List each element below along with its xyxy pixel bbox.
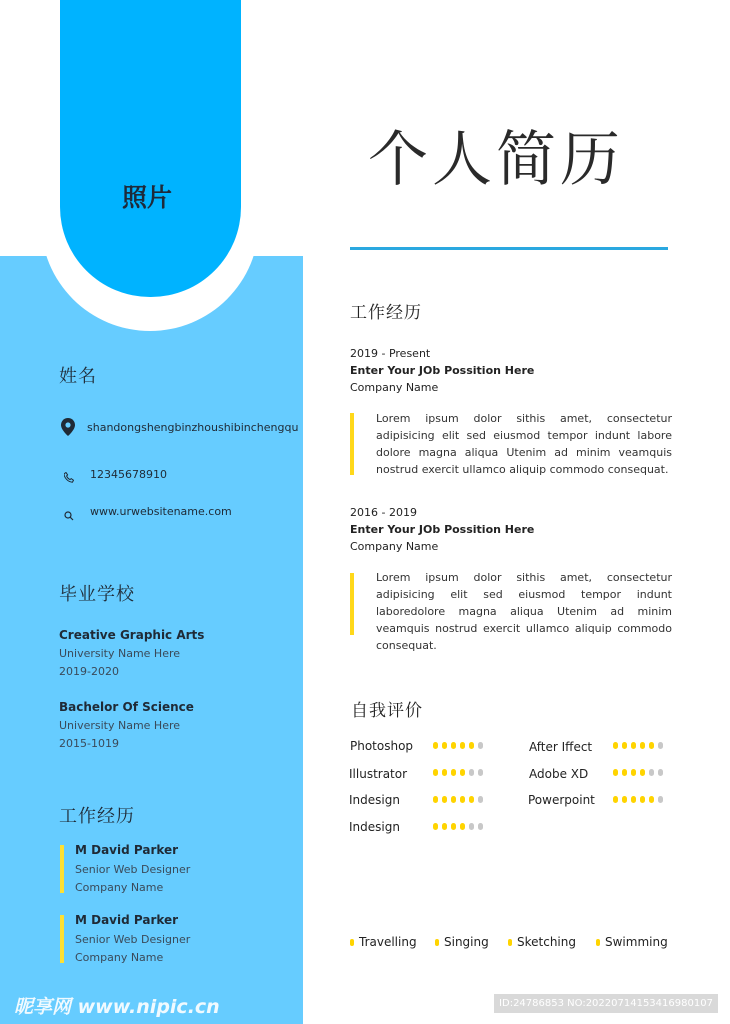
references-heading: 工作经历 [59, 806, 135, 827]
image-id-badge: ID:24786853 NO:20220714153416980107 [494, 994, 718, 1013]
rating-dot [649, 769, 654, 776]
rating-dot [613, 796, 618, 803]
hobby-bullet-icon [596, 939, 600, 946]
reference-accent-bar [60, 845, 64, 893]
rating-dot [460, 769, 465, 776]
skill-name: Photoshop [350, 739, 414, 753]
experience-heading: 工作经历 [350, 303, 422, 323]
hobby-label: Travelling [359, 935, 417, 949]
skill-rating [433, 823, 487, 830]
hobby-item [350, 935, 417, 949]
rating-dot [469, 769, 474, 776]
education-degree: Creative Graphic Arts [59, 628, 205, 642]
rating-dot [460, 742, 465, 749]
rating-dot [613, 742, 618, 749]
rating-dot [469, 796, 474, 803]
hobby-item [435, 935, 489, 949]
hobby-bullet-icon [350, 939, 354, 946]
rating-dot [640, 796, 645, 803]
rating-dot [622, 796, 627, 803]
location-pin-icon [61, 418, 75, 440]
rating-dot [640, 742, 645, 749]
rating-dot [442, 742, 447, 749]
rating-dot [451, 769, 456, 776]
resume-title: 个人简历 [368, 125, 624, 195]
phone-text: 12345678910 [90, 468, 167, 481]
job-description: Lorem ipsum dolor sithis amet, consectetur adipisicing elit sed eiusmod tempor indunt laboredolore magna aliqua Utenim ad minim veamquis nostrud exercit ullamco aliquip commodo consequat. [376, 571, 672, 652]
job-company: Company Name [350, 381, 439, 394]
title-divider [350, 247, 668, 250]
hobby-bullet-icon [508, 939, 512, 946]
reference-role: Senior Web Designer [75, 933, 191, 946]
education-degree: Bachelor Of Science [59, 700, 194, 714]
rating-dot [442, 796, 447, 803]
rating-dot [658, 769, 663, 776]
reference-company: Company Name [75, 881, 164, 894]
rating-dot [442, 823, 447, 830]
skill-name: Adobe XD [529, 767, 589, 781]
rating-dot [442, 769, 447, 776]
name-label: 姓名 [59, 366, 97, 387]
website-link[interactable]: www.urwebsitename.com [90, 505, 232, 518]
phone-icon [64, 468, 74, 487]
rating-dot [631, 796, 636, 803]
rating-dot [658, 742, 663, 749]
skill-rating [433, 769, 487, 776]
job-title: Enter Your JOb Possition Here [350, 364, 535, 377]
education-school: University Name Here [59, 647, 181, 660]
rating-dot [622, 742, 627, 749]
rating-dot [640, 769, 645, 776]
reference-name: M David Parker [75, 913, 179, 927]
skill-name: Powerpoint [528, 793, 595, 807]
skill-rating [613, 769, 667, 776]
rating-dot [658, 796, 663, 803]
hobby-label: Sketching [517, 935, 576, 949]
education-years: 2015-1019 [59, 737, 119, 750]
rating-dot [433, 823, 438, 830]
skill-rating [433, 796, 487, 803]
rating-dot [469, 742, 474, 749]
rating-dot [451, 796, 456, 803]
skill-rating [613, 742, 667, 749]
reference-role: Senior Web Designer [75, 863, 191, 876]
rating-dot [460, 823, 465, 830]
rating-dot [433, 769, 438, 776]
site-watermark: 昵享网 www.nipic.cn [14, 996, 220, 1018]
rating-dot [613, 769, 618, 776]
reference-accent-bar [60, 915, 64, 963]
rating-dot [469, 823, 474, 830]
rating-dot [433, 742, 438, 749]
skill-rating [613, 796, 667, 803]
reference-name: M David Parker [75, 843, 179, 857]
hobby-item [508, 935, 576, 949]
rating-dot [460, 796, 465, 803]
rating-dot [433, 796, 438, 803]
skill-name: After Iffect [529, 740, 593, 754]
reference-company: Company Name [75, 951, 164, 964]
rating-dot [451, 742, 456, 749]
photo-frame[interactable] [60, 0, 241, 297]
job-date: 2016 - 2019 [350, 506, 417, 519]
job-date: 2019 - Present [350, 347, 431, 360]
rating-dot [622, 769, 627, 776]
skill-name: Illustrator [349, 767, 408, 781]
rating-dot [478, 796, 483, 803]
rating-dot [631, 769, 636, 776]
self-eval-heading: 自我评价 [351, 701, 423, 721]
hobby-bullet-icon [435, 939, 439, 946]
rating-dot [451, 823, 456, 830]
rating-dot [649, 796, 654, 803]
skill-name: Indesign [349, 820, 400, 834]
job-accent-bar [350, 573, 354, 635]
job-title: Enter Your JOb Possition Here [350, 523, 535, 536]
photo-label: 照片 [121, 183, 172, 212]
skill-name: Indesign [349, 793, 400, 807]
rating-dot [649, 742, 654, 749]
job-description: Lorem ipsum dolor sithis amet, consectetur adipisicing elit sed eiusmod tempor indunt labore dolore magna aliqua Utenim ad minim veamquis nostrud exercit ullamco aliquip commodo consequat. [376, 412, 672, 476]
education-years: 2019-2020 [59, 665, 119, 678]
rating-dot [478, 823, 483, 830]
job-accent-bar [350, 413, 354, 475]
education-heading: 毕业学校 [59, 584, 135, 605]
address-text: shandongshengbinzhoushibinchengqu [87, 421, 299, 434]
hobby-item [596, 935, 668, 949]
hobby-label: Singing [444, 935, 489, 949]
skill-rating [433, 742, 487, 749]
education-school: University Name Here [59, 719, 181, 732]
rating-dot [631, 742, 636, 749]
hobby-label: Swimming [605, 935, 668, 949]
search-icon [64, 506, 74, 525]
job-company: Company Name [350, 540, 439, 553]
rating-dot [478, 769, 483, 776]
rating-dot [478, 742, 483, 749]
